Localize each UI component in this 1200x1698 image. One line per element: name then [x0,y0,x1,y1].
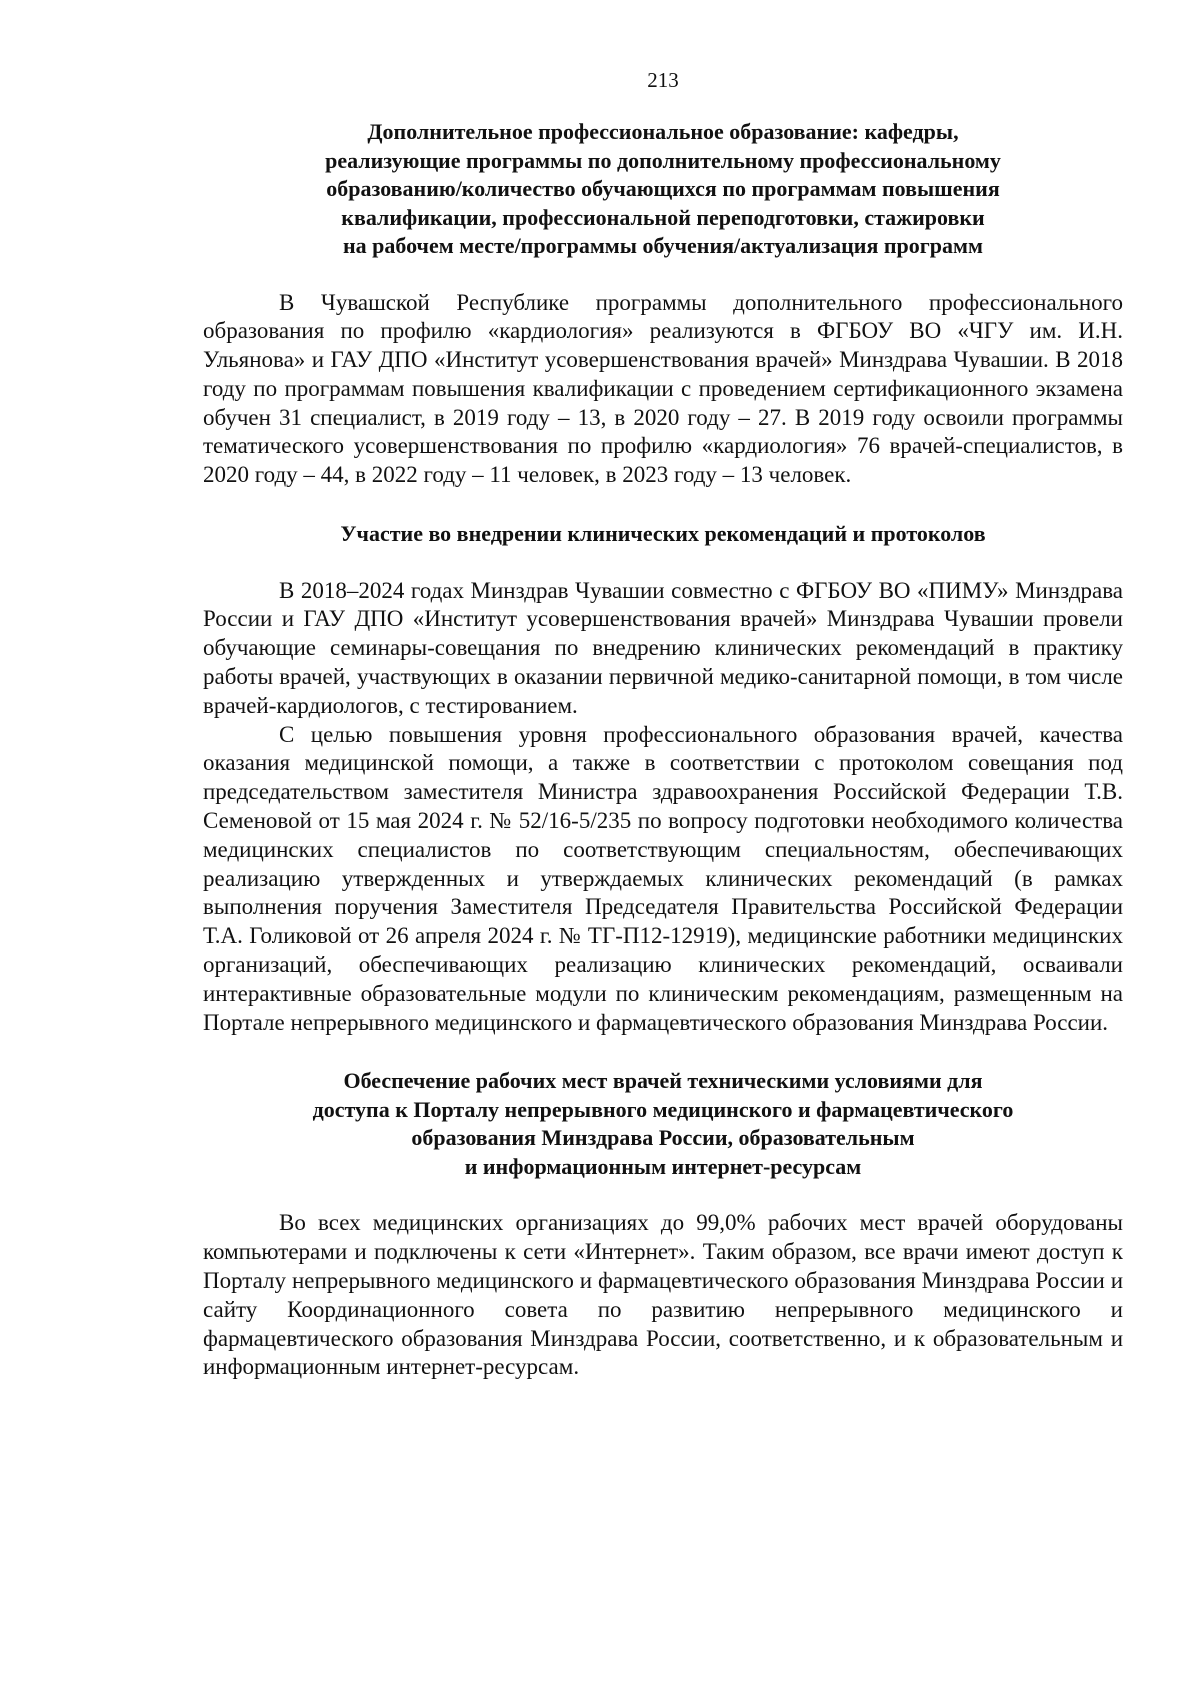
heading-line: на рабочем месте/программы обучения/актуализация программ [343,233,983,258]
heading-line: Дополнительное профессиональное образование: кафедры, [367,119,959,144]
body-paragraph: В Чувашской Республике программы дополнительного профессионального образования по профилю «кардиология» реализуются в ФГБОУ ВО «ЧГУ им. И.Н. Ульянова» и ГАУ ДПО «Институт усовершенствования врачей» Минздрава Чувашии. В 2018 году по программам повышения квалификации с проведением сертификационного экзамена обучен 31 специалист, в 2019 году – 13, в 2020 году – 27. В 2019 году освоили программы тематического усовершенствования по профилю «кардиология» 76 врачей-специалистов, в 2020 году – 44, в 2022 году – 11 человек, в 2023 году – 13 человек. [203,289,1123,488]
heading-line: Участие во внедрении клинических рекомендаций и протоколов [340,521,986,547]
heading-line: реализующие программы по дополнительному профессиональному [325,147,1001,173]
body-paragraph: С целью повышения уровня профессионального образования врачей, качества оказания медицинской помощи, а также в соответствии с протоколом совещания под председательством заместителя Министра здравоохранения Российской Федерации Т.В. Семеновой от 15 мая 2024 г. № 52/16-5/235 по вопросу подготовки необходимого количества медицинских специалистов по соответствующим специальностям, обеспечивающих реализацию утвержденных и утверждаемых клинических рекомендаций (в рамках выполнения поручения Заместителя Председателя Правительства Российской Федерации Т.А. Голиковой от 26 апреля 2024 г. № ТГ-П12-12919), медицинские работники медицинских организаций, обеспечивающих реализацию клинических рекомендаций, осваивали интерактивные образовательные модули по клиническим рекомендациям, размещенным на Портале непрерывного медицинского и фармацевтического образования Минздрава России. [203,721,1123,1035]
section-heading-workplace-equipment [203,1067,1123,1181]
heading-line: образования Минздрава России, образовательным [411,1125,915,1151]
section-heading-additional-education [203,118,1123,261]
heading-line: квалификации, профессиональной переподготовки, стажировки [341,204,985,230]
section-heading-clinical-recommendations [203,520,1123,549]
body-paragraph: Во всех медицинских организациях до 99,0% рабочих мест врачей оборудованы компьютерами и подключены к сети «Интернет». Таким образом, все врачи имеют доступ к Порталу непрерывного медицинского и фармацевтического образования Минздрава России и сайту Координационного совета по развитию непрерывного медицинского и фармацевтического образования Минздрава России, соответственно, и к образовательным и информационным интернет-ресурсам. [203,1210,1123,1380]
document-page [203,66,1123,1382]
heading-line: образованию/количество обучающихся по программам повышения [326,176,1000,201]
page-number: 213 [647,68,679,92]
heading-line: Обеспечение рабочих мест врачей техническими условиями для [343,1068,983,1094]
heading-line: и информационным интернет-ресурсам [464,1153,862,1179]
heading-line: доступа к Порталу непрерывного медицинского и фармацевтического [312,1096,1014,1122]
body-paragraph: В 2018–2024 годах Минздрав Чувашии совместно с ФГБОУ ВО «ПИМУ» Минздрава России и ГАУ ДПО «Институт усовершенствования врачей» Минздрава Чувашии провели обучающие семинары-совещания по внедрению клинических рекомендаций в практику работы врачей, участвующих в оказании первичной медико-санитарной помощи, в том числе врачей-кардиологов, с тестированием. [203,577,1123,718]
